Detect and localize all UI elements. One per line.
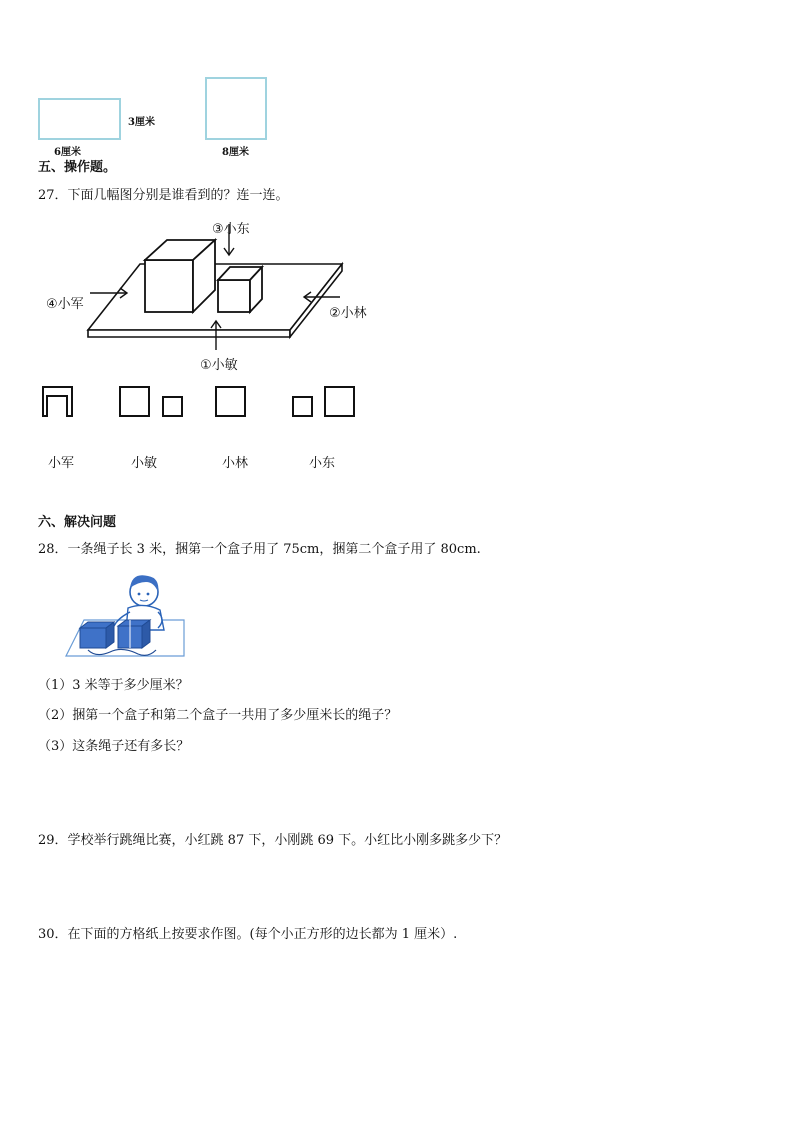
diagram-label-top: ③小东 [212,222,250,237]
diagram-label-front: ①小敏 [200,358,238,373]
view-square-nested-inner [46,395,68,417]
q28-part1: （1）3 米等于多少厘米？ [38,678,189,693]
child-tying-boxes-illustration [62,568,202,660]
view-square-small-a [162,396,183,417]
view-square-single [215,386,246,417]
platform-front [88,330,290,337]
rectangle-width-label: 6厘米 [54,147,81,158]
name-xiaomin: 小敏 [131,456,158,471]
section6-title: 六、解决问题 [38,515,117,530]
view-square-large-a [119,386,150,417]
big-cube-front [145,260,193,312]
q29-text: 29．学校举行跳绳比赛，小红跳 87 下，小刚跳 69 下。小红比小刚多跳多少下？ [38,833,508,848]
name-xiaojun: 小军 [48,456,75,471]
rectangle-figure [38,98,121,140]
diagram-label-right: ②小林 [329,306,367,321]
section5-title: 五、操作题。 [38,160,117,175]
q28-text: 28．一条绳子长 3 米，捆第一个盒子用了 75cm，捆第二个盒子用了 80cm. [38,542,481,557]
q27-blocks-diagram [40,210,380,375]
q30-text: 30．在下面的方格纸上按要求作图。(每个小正方形的边长都为 1 厘米）. [38,927,458,942]
name-xiaolin: 小林 [222,456,249,471]
q27-text: 27．下面几幅图分别是谁看到的？连一连。 [38,188,289,203]
square-figure [205,77,267,140]
view-square-small-b [292,396,313,417]
q28-part2: （2）捆第一个盒子和第二个盒子一共用了多少厘米长的绳子？ [38,708,398,723]
rectangle-height-label: 3厘米 [128,117,155,128]
view-square-large-b [324,386,355,417]
square-side-label: 8厘米 [222,147,249,158]
small-cube-front [218,280,250,312]
q28-part3: （3）这条绳子还有多长？ [38,739,190,754]
diagram-label-left: ④小军 [46,297,84,312]
name-xiaodong: 小东 [309,456,336,471]
